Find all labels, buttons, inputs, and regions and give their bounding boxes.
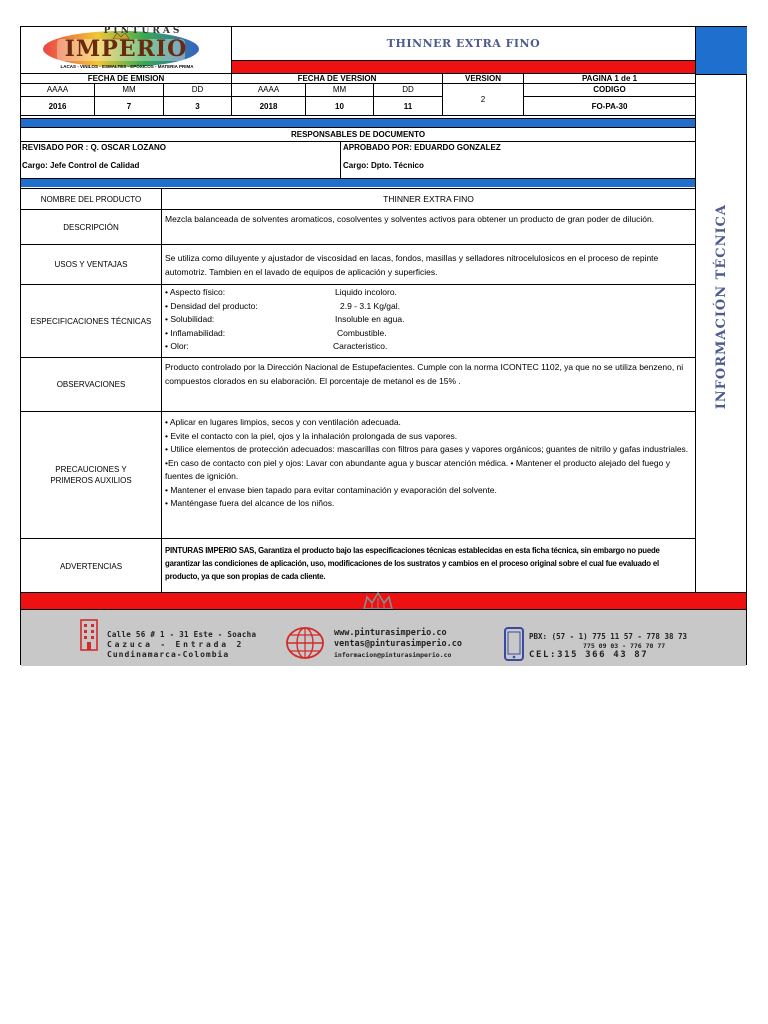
version-aaaa-header: AAAA (231, 84, 305, 97)
separator-blue-bar (21, 118, 695, 127)
cel-number: CEL:315 366 43 87 (529, 650, 649, 660)
spec-value: Caracteristico. (333, 341, 388, 351)
nombre-value: THINNER EXTRA FINO (161, 189, 695, 210)
address-line-2: Cazuca - Entrada 2 (107, 640, 245, 649)
logo-top-text: PINTURAS (103, 26, 183, 36)
spec-value: Insoluble en agua. (335, 314, 405, 324)
emision-dd-value: 3 (163, 97, 231, 116)
pbx-line-2: 775 09 03 - 776 70 77 (583, 642, 666, 650)
side-title-wrap (696, 147, 747, 467)
responsables-section (21, 127, 695, 178)
version-mm-value: 10 (305, 97, 373, 116)
phone-icon (503, 626, 525, 662)
version-value: 2 (442, 84, 523, 116)
usos-label: USOS Y VENTAJAS (21, 245, 161, 285)
product-table (21, 188, 695, 592)
date-grid (21, 73, 695, 115)
document-title: THINNER EXTRA FINO (231, 27, 695, 60)
precauciones-label: PRECAUCIONES Y PRIMEROS AUXILIOS (21, 412, 161, 539)
spec-value: Liquido incoloro. (335, 287, 397, 297)
fecha-emision-label: FECHA DE EMISION (21, 74, 231, 84)
building-icon (79, 618, 99, 652)
spec-value: 2.9 - 3.1 Kg/gal. (340, 300, 401, 311)
precaucion-item: • Utilice elementos de protección adecuados: mascarillas con filtros para gases y vapores orgánicos; guantes de nitrilo y gafas industriales. (165, 444, 689, 454)
side-blue-block (696, 27, 747, 75)
version-aaaa-value: 2018 (231, 97, 305, 116)
observaciones-text: Producto controlado por la Dirección Nacional de Estupefacientes. Cumple con la norma ICONTEC 1102, ya que no se utiliza benzeno, ni compuestos clorados en su elaboración. El porcentaje de metanol es de 15% . (161, 358, 695, 412)
cargo-aprobado: Cargo: Dpto. Técnico (343, 161, 424, 170)
precaucion-item: • Evite el contacto con la piel, ojos y la inhalación prolongada de sus vapores. (165, 430, 458, 441)
footer (21, 609, 746, 666)
codigo-label: CODIGO (523, 84, 695, 97)
version-dd-header: DD (373, 84, 442, 97)
observaciones-label: OBSERVACIONES (21, 358, 161, 412)
side-column (695, 27, 747, 592)
usos-text: Se utiliza como diluyente y ajustador de viscosidad en lacas, fondos, masillas y selladores nitrocelulosicos en el proceso de repinte automotriz. Tambien en el lavado de equipos de aplicación y superficies. (161, 245, 695, 285)
descripcion-label: DESCRIPCIÓN (21, 210, 161, 245)
precaucion-item: •En caso de contacto con piel y ojos: Lavar con abundante agua y buscar atención médica. • Mantener el producto alejado del fuego y fuentes de ignición. (165, 457, 670, 481)
spec-row (165, 300, 692, 314)
codigo-value: FO-PA-30 (523, 97, 695, 116)
spec-name: • Aspecto físico: (165, 287, 226, 297)
emision-mm-value: 7 (94, 97, 163, 116)
precaucion-item: • Mantener el envase bien tapado para evitar contaminación y evaporación del solvente. (165, 484, 497, 495)
pagina-label: PAGINA 1 de 1 (523, 74, 695, 84)
spec-name: • Densidad del producto: (165, 300, 258, 311)
logo-tagline: LACAS - VINILOS - ESMALTES - EPÓXICOS - MATERIA PRIMA (60, 64, 194, 69)
especificaciones-label: ESPECIFICACIONES TÉCNICAS (21, 285, 161, 358)
spec-row (165, 327, 692, 341)
spec-value: Combustible. (337, 327, 387, 338)
address-line-3: Cundinamarca-Colombia (107, 650, 230, 659)
nombre-label: NOMBRE DEL PRODUCTO (21, 189, 161, 210)
cargo-revisado: Cargo: Jefe Control de Calidad (22, 161, 140, 170)
technical-sheet (20, 26, 747, 665)
responsables-title: RESPONSABLES DE DOCUMENTO (21, 128, 695, 142)
aprobado-por: APROBADO POR: EDUARDO GONZALEZ (340, 142, 695, 179)
version-mm-header: MM (305, 84, 373, 97)
spec-name: • Inflamabilidad: (165, 327, 226, 338)
version-label: VERSION (442, 74, 523, 84)
emision-mm-header: MM (94, 84, 163, 97)
emision-aaaa-header: AAAA (21, 84, 94, 97)
version-dd-value: 11 (373, 97, 442, 116)
email-informacion-link[interactable]: informacion@pinturasimperio.co (334, 651, 452, 659)
pbx-line-1: PBX: (57 - 1) 775 11 57 - 778 38 73 (529, 632, 688, 641)
especificaciones-list (161, 285, 695, 358)
spec-name: • Olor: (165, 341, 189, 351)
logo-cell (21, 27, 231, 73)
globe-icon (285, 626, 325, 660)
header-red-bar (231, 60, 695, 73)
logo-main-text: IMPERIO (64, 36, 188, 62)
website-link[interactable]: www.pinturasimperio.co (334, 628, 447, 638)
fecha-version-label: FECHA DE VERSION (231, 74, 442, 84)
bottom-red-bar (21, 592, 746, 609)
spec-row (165, 286, 692, 300)
address-line-1: Calle 56 # 1 - 31 Este - Soacha (107, 630, 257, 639)
side-title: INFORMACIÓN TÉCNICA (714, 204, 729, 410)
revisado-por: REVISADO POR : Q. OSCAR LOZANO (22, 143, 167, 152)
spec-row (165, 313, 692, 327)
spec-row (165, 340, 692, 354)
descripcion-text: Mezcla balanceada de solventes aromaticos, cosolventes y solventes activos para obtener un producto de gran poder de dilución. (161, 210, 695, 245)
email-ventas-link[interactable]: ventas@pinturasimperio.co (334, 639, 462, 649)
responsables-blue-bar (21, 178, 695, 187)
precauciones-list (161, 412, 695, 539)
advertencias-label: ADVERTENCIAS (59, 561, 123, 571)
emision-dd-header: DD (163, 84, 231, 97)
precaucion-item: • Aplicar en lugares limpios, secos y con ventilación adecuada. (165, 417, 401, 427)
emision-aaaa-value: 2016 (48, 101, 67, 111)
precaucion-item: • Manténgase fuera del alcance de los niños. (165, 498, 335, 508)
spec-name: • Solubilidad: (165, 314, 215, 324)
advertencias-text: PINTURAS IMPERIO SAS, Garantiza el producto bajo las especificaciones técnicas establecidas en esta ficha técnica, sin embargo no puede garantizar las condiciones de aplicación, uso, modificaciones de los sustratos y cambios en el proceso original sobre el cual fue evaluado el producto, ya que son propias de cada cliente. (161, 539, 695, 593)
